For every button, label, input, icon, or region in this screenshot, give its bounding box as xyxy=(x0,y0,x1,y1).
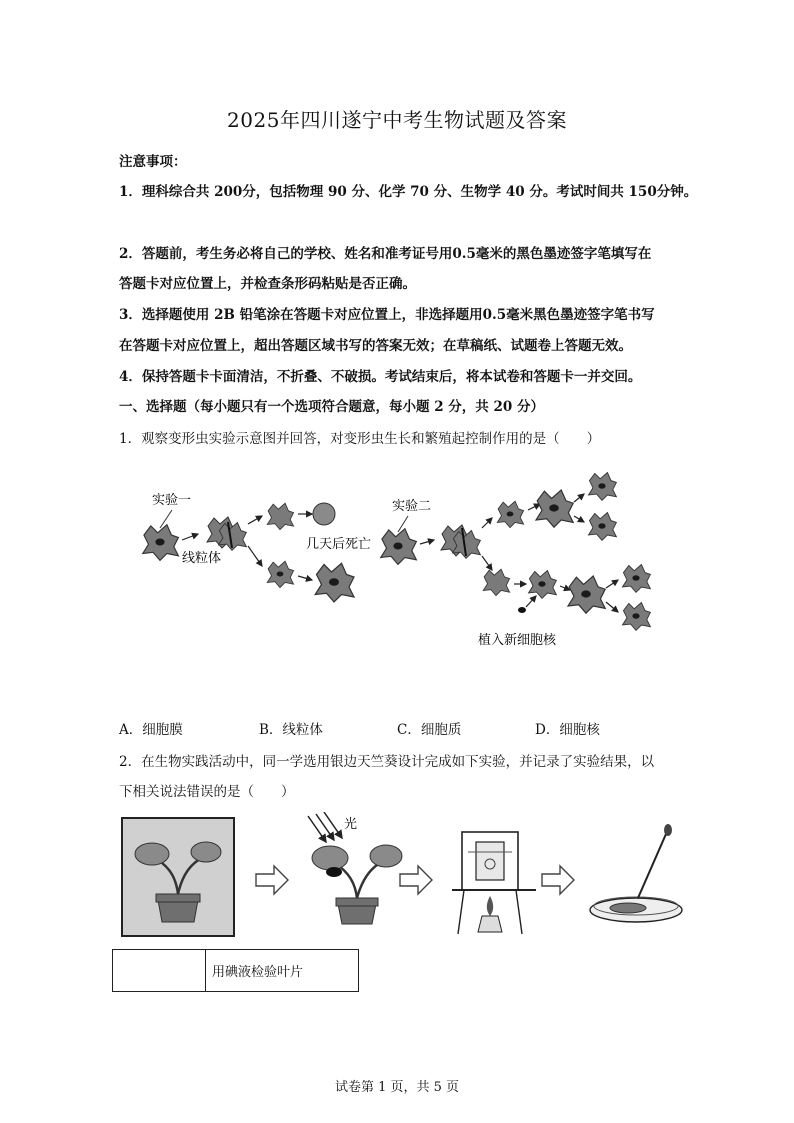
label-light: 光 xyxy=(344,817,358,832)
label-exp2: 实验二 xyxy=(392,499,432,514)
table-cell: 用碘液检验叶片 xyxy=(206,950,359,992)
notes-heading: 注意事项： xyxy=(119,154,187,170)
amoeba-cell xyxy=(623,603,651,631)
amoeba-cell xyxy=(589,513,617,541)
dead-cell xyxy=(313,503,335,525)
process-arrow xyxy=(400,866,432,894)
geranium-experiment-figure xyxy=(118,812,688,940)
label-nucleus: 植入新细胞核 xyxy=(478,633,557,648)
table-cell xyxy=(113,950,206,992)
amoeba-cell xyxy=(483,569,509,595)
note-line: 答题卡对应位置上，并检查条形码粘贴是否正确。 xyxy=(119,276,416,292)
small-beaker xyxy=(476,842,504,880)
amoeba-cell xyxy=(529,571,557,599)
amoeba-cell xyxy=(315,563,354,602)
note-line: 3．选择题使用 2B 铅笔涂在答题卡对应位置上，非选择题用0.5毫米黑色墨迹签字笔书写 xyxy=(119,307,655,323)
q1-option-b: B．线粒体 xyxy=(259,722,323,738)
note-line: 4．保持答题卡卡面清洁，不折叠、不破损。考试结束后，将本试卷和答题卡一并交回。 xyxy=(119,369,642,385)
dropper xyxy=(638,834,666,898)
page-title: 2025年四川遂宁中考生物试题及答案 xyxy=(227,108,567,132)
amoeba-cell xyxy=(536,490,573,527)
amoeba-cell xyxy=(623,565,651,593)
process-arrow xyxy=(542,866,574,894)
label-mito: 线粒体 xyxy=(182,551,222,566)
q1-option-d: D．细胞核 xyxy=(535,722,600,738)
amoeba-cell xyxy=(497,501,523,527)
amoeba-cell xyxy=(267,561,293,587)
page-footer: 试卷第 1 页，共 5 页 xyxy=(334,1080,460,1095)
note-line: 1．理科综合共 200分，包括物理 90 分、化学 70 分、生物学 40 分。考试时间共 150分钟。 xyxy=(119,184,698,200)
table-row xyxy=(113,950,359,992)
note-line: 在答题卡对应位置上，超出答题区域书写的答案无效；在草稿纸、试题卷上答题无效。 xyxy=(119,338,632,354)
alcohol-lamp xyxy=(478,916,502,932)
q1-option-a: A．细胞膜 xyxy=(119,722,183,738)
label-dead: 几天后死亡 xyxy=(306,537,372,552)
amoeba-experiment-figure xyxy=(130,462,670,662)
q1-option-c: C．细胞质 xyxy=(397,722,462,738)
process-arrow xyxy=(256,866,288,894)
amoeba-cell xyxy=(143,525,179,561)
amoeba-cell xyxy=(568,576,605,613)
q2-result-table xyxy=(112,949,359,992)
amoeba-cell xyxy=(589,473,617,501)
amoeba-cell xyxy=(381,529,417,565)
section-heading: 一、选择题（每小题只有一个选项符合题意，每小题 2 分，共 20 分） xyxy=(119,399,544,415)
amoeba-cell xyxy=(267,503,293,529)
note-line: 2．答题前，考生务必将自己的学校、姓名和准考证号用0.5毫米的黑色墨迹签字笔填写在 xyxy=(119,246,652,262)
question-1-stem: 1．观察变形虫实验示意图并回答，对变形虫生长和繁殖起控制作用的是（ ） xyxy=(119,431,601,447)
question-2-stem: 下相关说法错误的是（ ） xyxy=(119,784,295,800)
question-2-stem: 2．在生物实践活动中，同一学选用银边天竺葵设计完成如下实验，并记录了实验结果，以 xyxy=(119,754,655,770)
label-exp1: 实验一 xyxy=(152,493,192,508)
